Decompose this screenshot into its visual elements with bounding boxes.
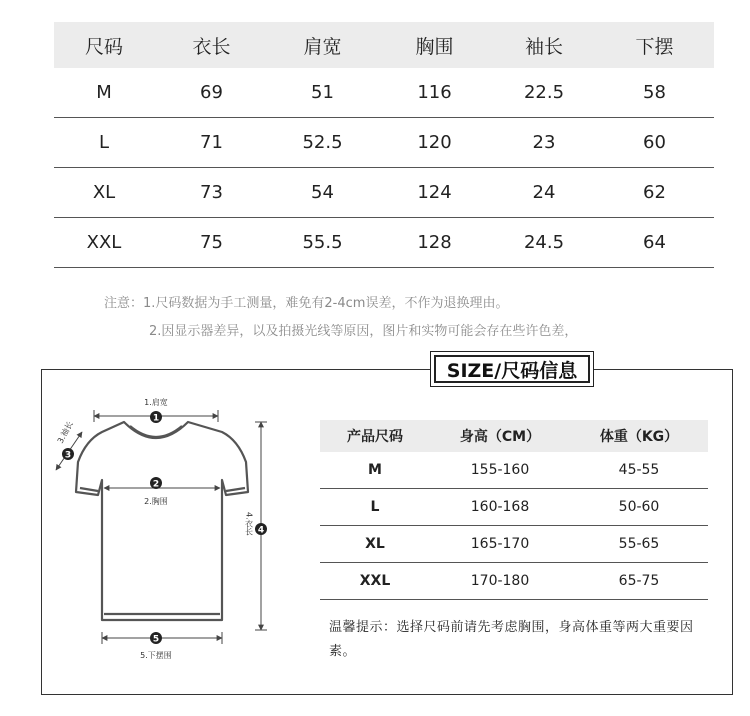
shoulder-label: 1.肩宽 [144,398,168,407]
cell-hem: 58 [595,68,714,118]
cell-sleeve: 22.5 [493,68,595,118]
cell-sleeve: 23 [493,118,595,168]
cell-shoulder: 52.5 [269,118,376,168]
cell-height: 165-170 [430,526,570,563]
marker-4-number: 4 [257,525,265,536]
cell-sleeve: 24.5 [493,218,595,268]
section-title-box [430,351,594,387]
table-row [54,68,714,118]
cell-height: 160-168 [430,489,570,526]
cell-size: XL [54,168,154,218]
tshirt-diagram [46,392,306,672]
cell-size: L [54,118,154,168]
marker-2-number: 2 [152,479,160,490]
cell-size: M [320,452,430,489]
cell-size: L [320,489,430,526]
marker-1-number: 1 [152,413,160,424]
cell-size: XL [320,526,430,563]
tshirt-outline [76,422,248,620]
note-line-2: 2.因显示器差异，以及拍摄光线等原因，图片和实物可能会存在些许色差， [149,324,578,339]
cell-chest: 116 [376,68,493,118]
cell-shoulder: 55.5 [269,218,376,268]
header-product-size: 产品尺码 [320,420,430,452]
header-length: 衣长 [154,22,269,68]
cell-weight: 45-55 [570,452,708,489]
cell-height: 155-160 [430,452,570,489]
info-header-row [320,420,708,452]
note-line-1: 注意：1.尺码数据为手工测量，难免有2-4cm误差，不作为退换理由。 [104,296,509,311]
cell-length: 75 [154,218,269,268]
table-row [54,118,714,168]
table-row [320,526,708,563]
header-size: 尺码 [54,22,154,68]
table-row [320,452,708,489]
header-shoulder: 肩宽 [269,22,376,68]
cell-weight: 65-75 [570,563,708,600]
cell-hem: 60 [595,118,714,168]
size-chart-table [54,22,714,268]
table-row [320,563,708,600]
cell-chest: 120 [376,118,493,168]
cell-length: 71 [154,118,269,168]
cell-size: XXL [320,563,430,600]
cell-chest: 124 [376,168,493,218]
table-row [54,168,714,218]
sleeve-label: 3.袖长 [55,419,75,445]
cell-size: M [54,68,154,118]
marker-3-number: 3 [64,450,72,461]
header-hem: 下摆 [595,22,714,68]
header-weight: 体重（KG） [570,420,708,452]
cell-length: 69 [154,68,269,118]
size-chart-header-row [54,22,714,68]
marker-5-number: 5 [152,634,160,645]
cell-height: 170-180 [430,563,570,600]
chest-label: 2.胸围 [144,497,168,506]
header-chest: 胸围 [376,22,493,68]
table-row [320,489,708,526]
cell-size: XXL [54,218,154,268]
cell-shoulder: 51 [269,68,376,118]
cell-length: 73 [154,168,269,218]
cell-chest: 128 [376,218,493,268]
header-height: 身高（CM） [430,420,570,452]
hem-label: 5.下摆围 [140,651,172,660]
length-label: 4.衣长 [244,512,254,536]
cell-hem: 62 [595,168,714,218]
section-title: SIZE/尺码信息 [434,355,590,383]
table-row [54,218,714,268]
sizing-tip: 温馨提示：选择尺码前请先考虑胸围，身高体重等两大重要因素。 [329,620,694,659]
cell-weight: 55-65 [570,526,708,563]
header-sleeve: 袖长 [493,22,595,68]
cell-shoulder: 54 [269,168,376,218]
height-weight-table [320,420,708,600]
cell-weight: 50-60 [570,489,708,526]
cell-sleeve: 24 [493,168,595,218]
cell-hem: 64 [595,218,714,268]
